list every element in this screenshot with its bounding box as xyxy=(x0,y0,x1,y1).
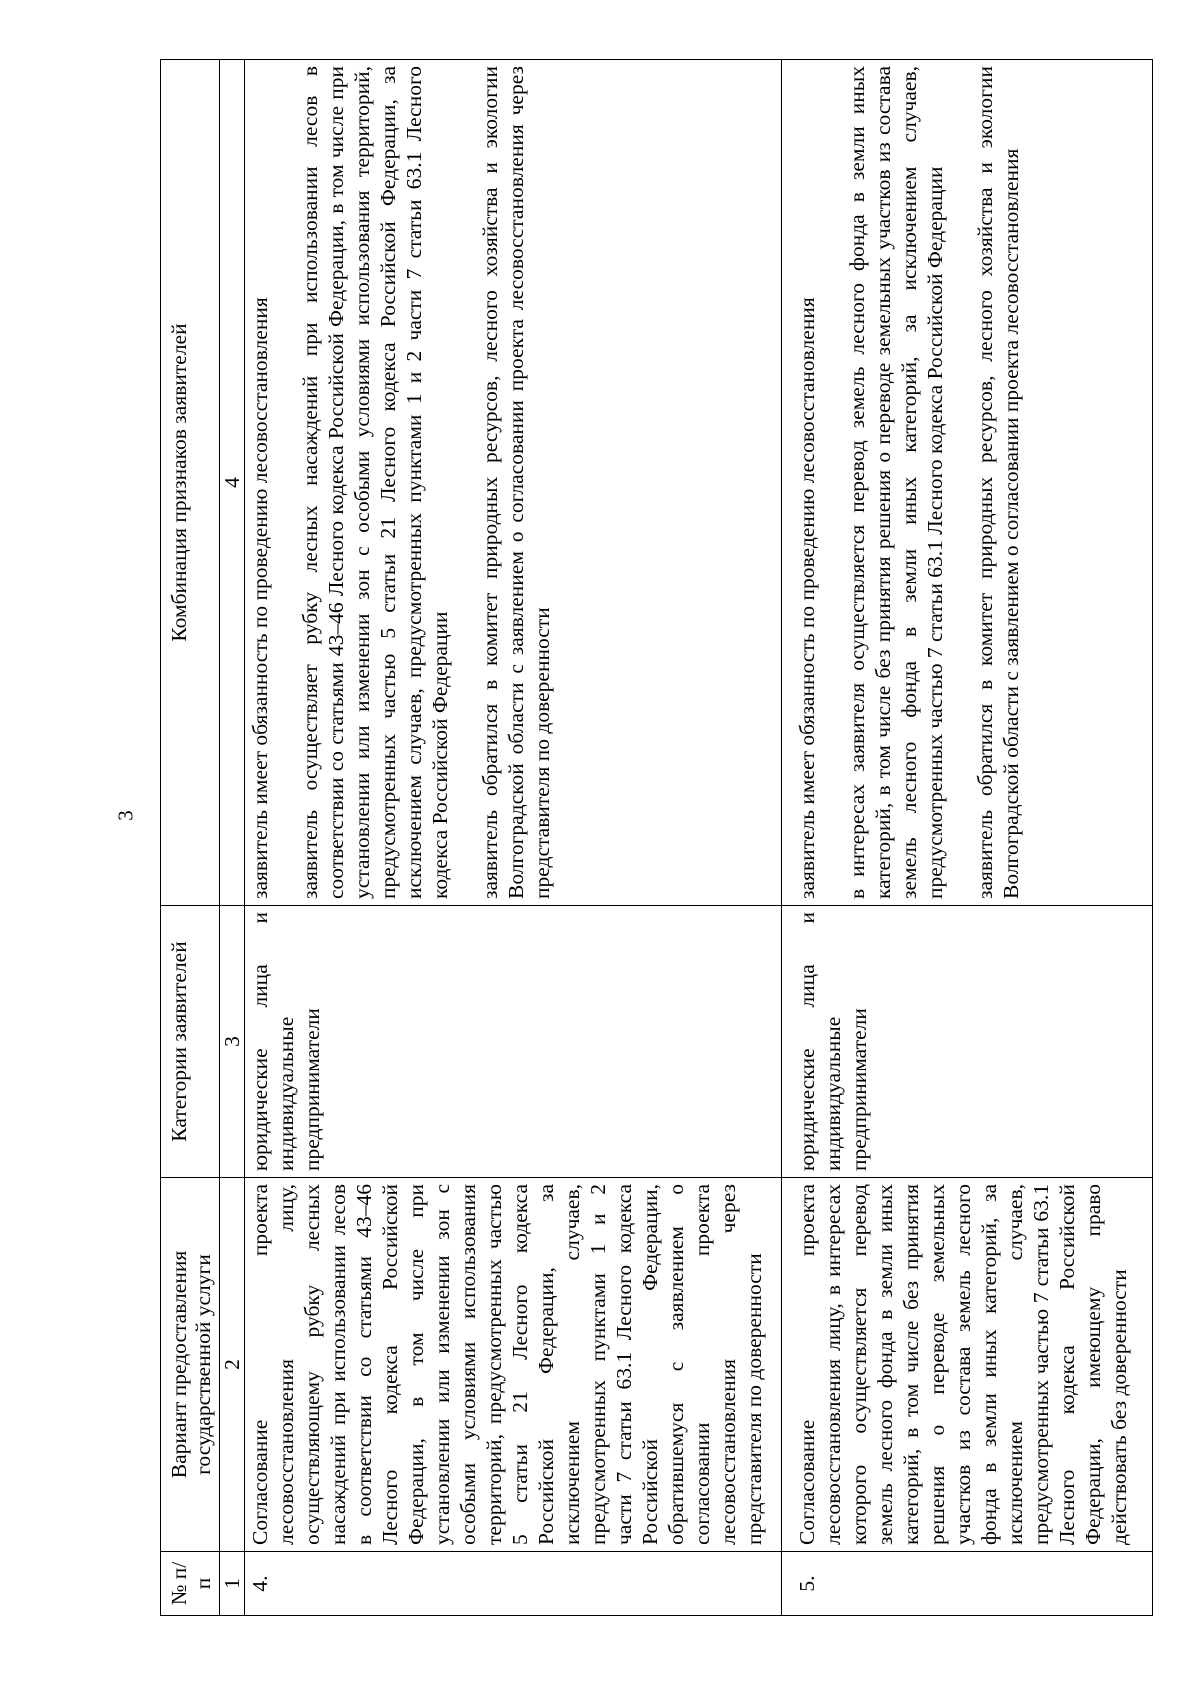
combination-paragraph: заявитель имеет обязанность по проведению лесовосстановления xyxy=(248,297,272,899)
combination-paragraph: заявитель обратился в комитет природных ресурсов, лесного хозяйства и экологии Волгоградской области с заявлением о согласовании проекта лесовосстановления xyxy=(973,66,1023,899)
category-cell: юридические лица и индивидуальные предприниматели xyxy=(782,906,1153,1178)
rotated-page-content xyxy=(160,60,1131,1616)
column-number: 1 xyxy=(220,1552,245,1616)
header-category: Категории заявителей xyxy=(161,906,220,1178)
combination-paragraph: заявитель осуществляет рубку лесных насаждений при использовании лесов в соответствии со статьями 43–46 Лесного кодекса Российской Федерации, в том числе при установлении или изменении зон с особыми условиями использования территорий, предусмотренных частью 5 статьи 21 Лесного кодекса Российской Федерации, за исключением случаев, предусмотренных пунктами 1 и 2 части 7 статьи 63.1 Лесного кодекса Российской Федерации xyxy=(298,66,452,899)
page-number: 3 xyxy=(113,810,138,821)
table-row xyxy=(245,60,782,1616)
category-cell: юридические лица и индивидуальные предприниматели xyxy=(245,906,782,1178)
column-number: 4 xyxy=(220,60,245,906)
column-numbers-row xyxy=(220,60,245,1616)
header-variant: Вариант предоставления государственной услуги xyxy=(161,1178,220,1552)
header-number: № п/п xyxy=(161,1552,220,1616)
row-number: 4. xyxy=(245,1552,782,1616)
header-combination: Комбинация признаков заявителей xyxy=(161,60,220,906)
table-header-row xyxy=(161,60,220,1616)
column-number: 2 xyxy=(220,1178,245,1552)
combination-paragraph: заявитель обратился в комитет природных ресурсов, лесного хозяйства и экологии Волгоградской области с заявлением о согласовании проекта лесовосстановления через представителя по доверенности xyxy=(478,66,554,899)
column-number: 3 xyxy=(220,906,245,1178)
table-row xyxy=(782,60,1153,1616)
row-number: 5. xyxy=(782,1552,1153,1616)
combination-cell xyxy=(245,60,782,906)
variant-cell: Согласование проекта лесовосстановления лицу, осуществляющему рубку лесных насаждений при использовании лесов в соответствии со статьями 43–46 Лесного кодекса Российской Федерации, в том числе при установлении или изменении зон с особыми условиями использования территорий, предусмотренных частью 5 статьи 21 Лесного кодекса Российской Федерации, за исключением случаев, предусмотренных пунктами 1 и 2 части 7 статьи 63.1 Лесного кодекса Российской Федерации, обратившемуся с заявлением о согласовании проекта лесовосстановления через представителя по доверенности xyxy=(245,1178,782,1552)
combination-paragraph: заявитель имеет обязанность по проведению лесовосстановления xyxy=(795,297,819,899)
combination-paragraph: в интересах заявителя осуществляется перевод земель лесного фонда в земли иных категорий, в том числе без принятия решения о переводе земельных участков из состава земель лесного фонда в земли иных категорий, за исключением случаев, предусмотренных частью 7 статьи 63.1 Лесного кодекса Российской Федерации xyxy=(845,66,947,899)
variant-cell: Согласование проекта лесовосстановления лицу, в интересах которого осуществляется перевод земель лесного фонда в земли иных категорий, в том числе без принятия решения о переводе земельных участков из состава земель лесного фонда в земли иных категорий, за исключением случаев, предусмотренных частью 7 статьи 63.1 Лесного кодекса Российской Федерации, имеющему право действовать без доверенности xyxy=(782,1178,1153,1552)
services-variants-table xyxy=(160,59,1153,1616)
combination-cell xyxy=(782,60,1153,906)
